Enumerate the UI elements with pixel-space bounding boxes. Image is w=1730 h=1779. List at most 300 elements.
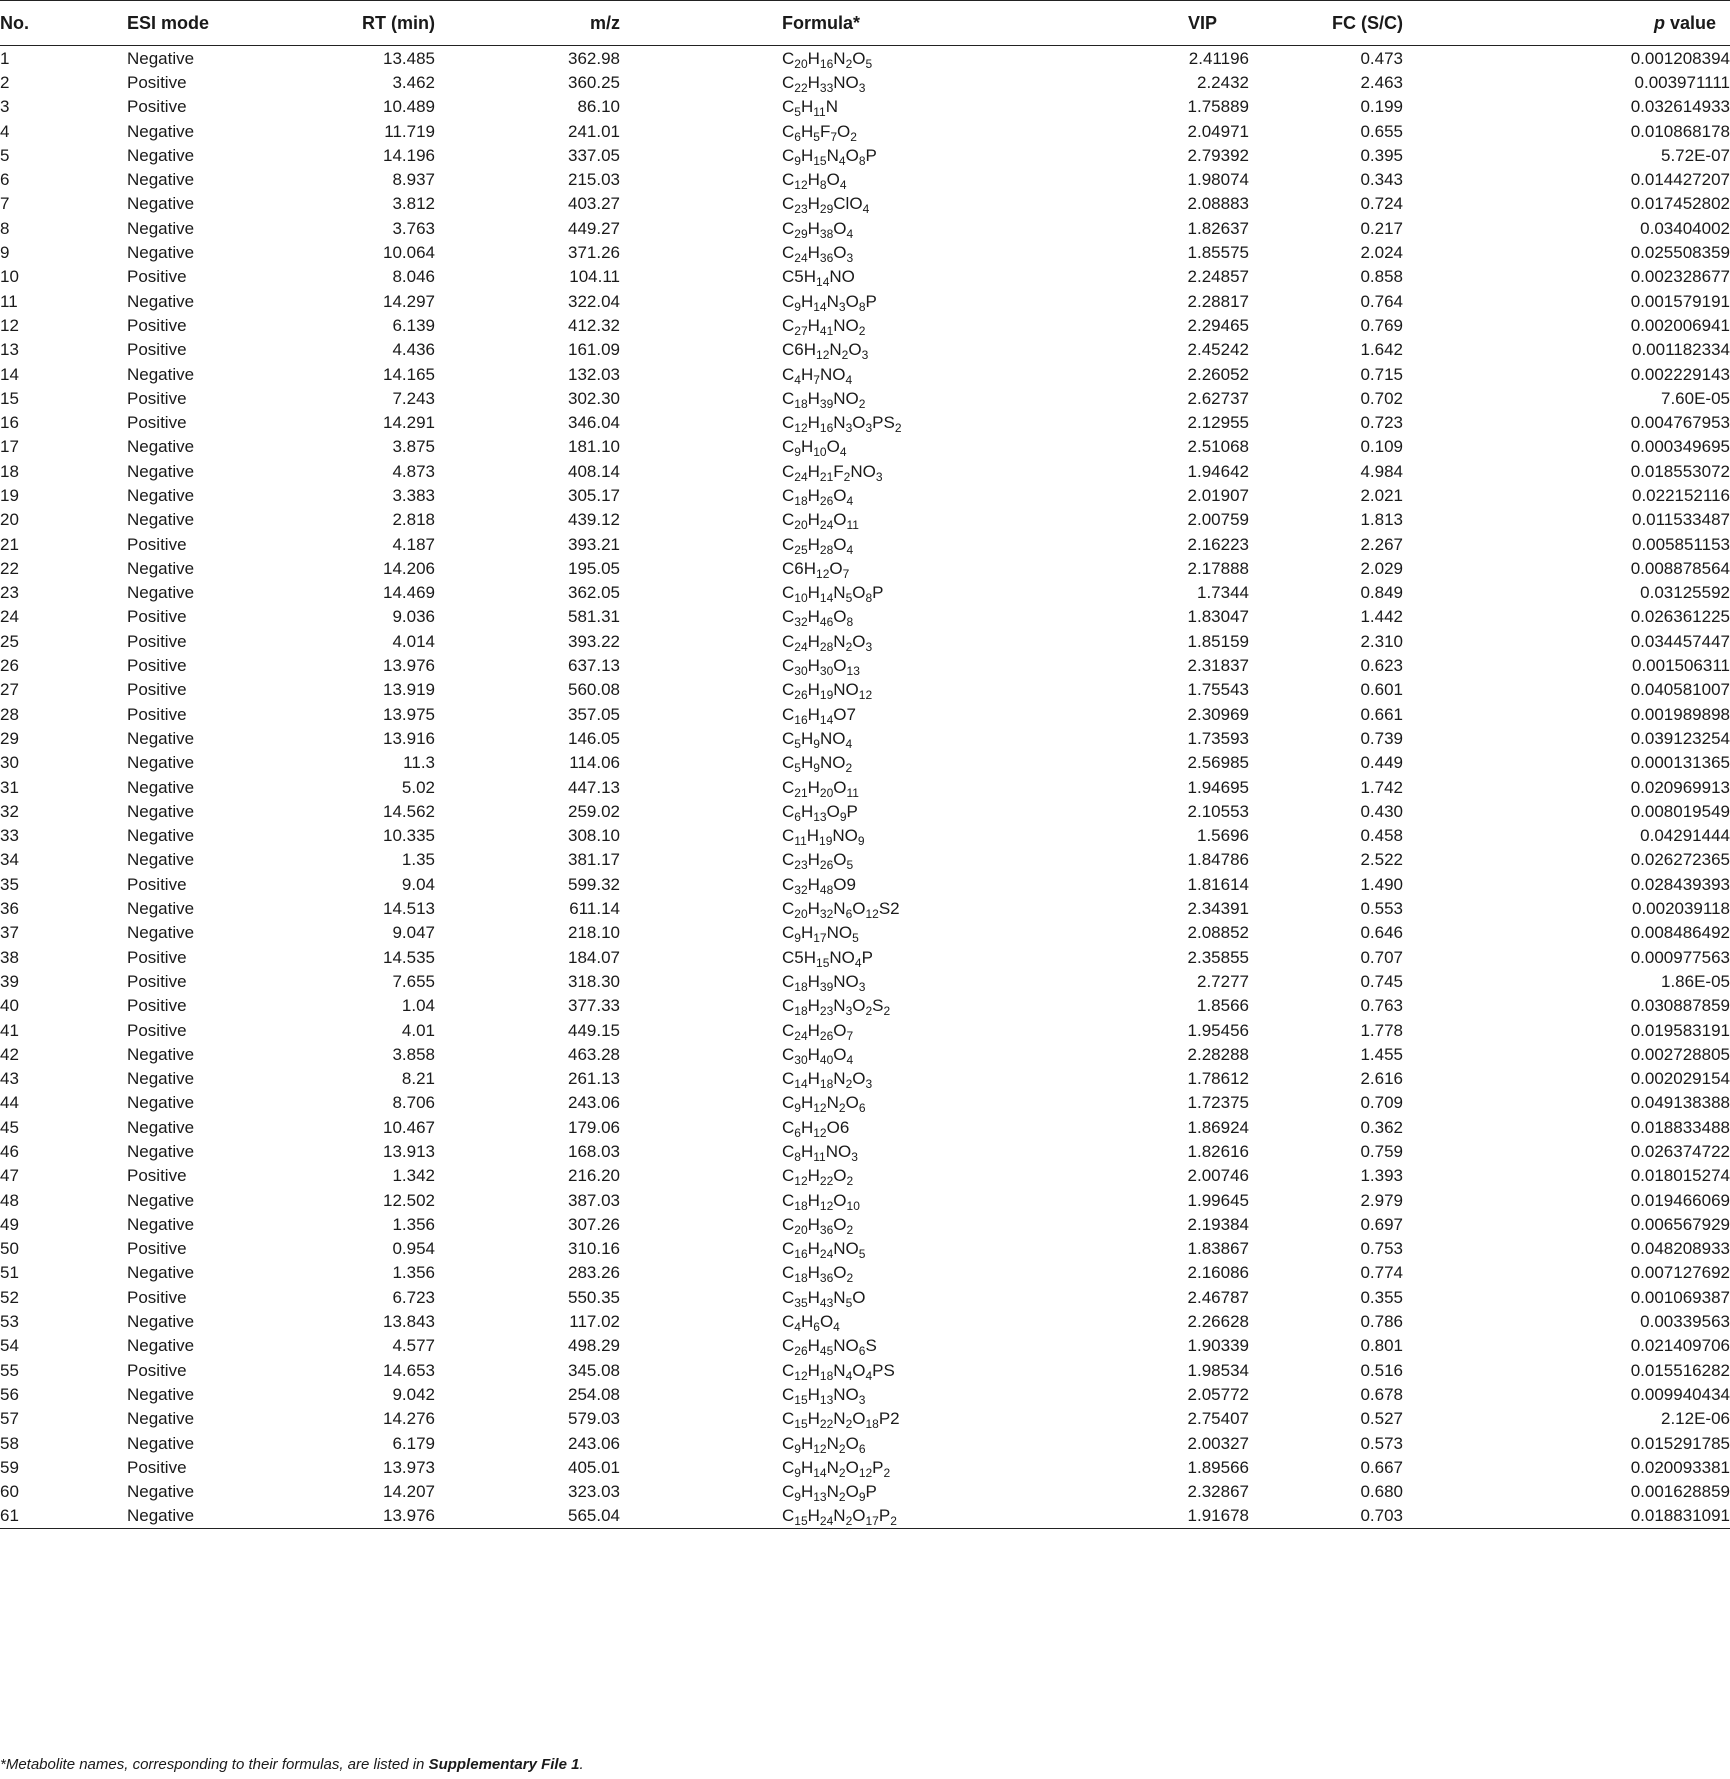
row-no: 6 bbox=[0, 170, 10, 190]
row-esi-mode: Positive bbox=[127, 607, 187, 627]
table-row bbox=[0, 653, 1730, 677]
row-formula: $C_{12}H_{22}O_2$ bbox=[782, 1166, 854, 1189]
row-esi-mode: Positive bbox=[127, 656, 187, 676]
row-vip: 2.56985 bbox=[1187, 753, 1249, 773]
row-rt: 14.291 bbox=[383, 413, 435, 433]
row-rt: 11.3 bbox=[403, 753, 435, 773]
row-rt: 14.297 bbox=[383, 291, 435, 311]
row-mz: 611.14 bbox=[569, 899, 620, 919]
row-p-value: 0.002029154 bbox=[1630, 1069, 1730, 1089]
table-row bbox=[0, 896, 1730, 920]
row-esi-mode: Negative bbox=[127, 777, 195, 797]
row-rt: 5.02 bbox=[401, 777, 435, 797]
row-no: 16 bbox=[0, 413, 19, 433]
row-formula: $C_{26}H_{19}NO_{12}$ bbox=[782, 680, 873, 703]
header-esi-mode: ESI mode bbox=[127, 1, 287, 46]
row-mz: 405.01 bbox=[568, 1457, 620, 1477]
row-no: 50 bbox=[0, 1239, 19, 1259]
row-vip: 2.04971 bbox=[1187, 121, 1249, 141]
row-rt: 10.467 bbox=[383, 1117, 435, 1137]
row-rt: 12.502 bbox=[383, 1190, 435, 1210]
row-esi-mode: Negative bbox=[127, 437, 195, 457]
table-row bbox=[0, 1334, 1730, 1358]
row-mz: 168.03 bbox=[568, 1142, 620, 1161]
table-row bbox=[0, 435, 1730, 459]
row-fc: 0.109 bbox=[1360, 437, 1403, 457]
row-vip: 2.75407 bbox=[1187, 1409, 1249, 1429]
row-fc: 0.343 bbox=[1360, 170, 1403, 190]
row-formula: $C5H_{15}NO_4P$ bbox=[782, 947, 873, 970]
table-row bbox=[0, 95, 1730, 119]
row-p-value: 0.026272365 bbox=[1630, 850, 1730, 870]
row-p-value: 0.004767953 bbox=[1630, 413, 1730, 433]
row-fc: 0.678 bbox=[1360, 1384, 1403, 1404]
row-esi-mode: Positive bbox=[127, 971, 187, 991]
row-esi-mode: Negative bbox=[127, 753, 195, 773]
row-formula: $C_{24}H_{28}N_2O_3$ bbox=[782, 631, 873, 654]
row-vip: 2.28288 bbox=[1187, 1044, 1249, 1064]
row-rt: 10.489 bbox=[383, 97, 435, 117]
row-rt: 6.139 bbox=[392, 315, 435, 335]
row-p-value: 0.019466069 bbox=[1630, 1190, 1730, 1210]
row-formula: $C_{21}H_{20}O_{11}$ bbox=[782, 777, 859, 800]
row-no: 19 bbox=[0, 485, 19, 505]
row-vip: 1.85159 bbox=[1187, 631, 1249, 651]
row-p-value: 0.018553072 bbox=[1630, 461, 1730, 481]
row-p-value: 0.026361225 bbox=[1630, 607, 1730, 627]
row-vip: 1.82616 bbox=[1187, 1142, 1249, 1161]
header-no: No. bbox=[0, 1, 127, 46]
row-rt: 4.014 bbox=[392, 631, 435, 651]
row-no: 47 bbox=[0, 1166, 19, 1186]
table-row bbox=[0, 969, 1730, 993]
row-fc: 0.745 bbox=[1360, 971, 1403, 991]
row-no: 45 bbox=[0, 1117, 19, 1137]
table-row bbox=[0, 1480, 1730, 1504]
row-mz: 371.26 bbox=[568, 243, 620, 263]
row-fc: 2.024 bbox=[1360, 243, 1403, 263]
row-rt: 13.973 bbox=[383, 1457, 435, 1477]
header-formula: Formula* bbox=[656, 1, 1047, 46]
row-fc: 0.667 bbox=[1360, 1457, 1403, 1477]
row-formula: $C_6H_{12}O6$ bbox=[782, 1117, 850, 1140]
row-esi-mode: Negative bbox=[127, 728, 195, 748]
row-no: 28 bbox=[0, 704, 19, 724]
row-mz: 181.10 bbox=[568, 437, 620, 457]
row-fc: 0.655 bbox=[1360, 121, 1403, 141]
row-fc: 0.759 bbox=[1360, 1142, 1403, 1161]
row-formula: $C_9H_{10}O_4$ bbox=[782, 437, 847, 460]
row-no: 55 bbox=[0, 1360, 19, 1380]
row-mz: 337.05 bbox=[568, 145, 620, 165]
row-fc: 2.021 bbox=[1360, 485, 1403, 505]
row-rt: 8.21 bbox=[401, 1069, 435, 1089]
row-mz: 146.05 bbox=[568, 728, 620, 748]
row-p-value: 0.018015274 bbox=[1630, 1166, 1730, 1186]
row-p-value: 0.001182334 bbox=[1631, 340, 1730, 360]
row-rt: 3.763 bbox=[392, 218, 435, 238]
row-p-value: 0.002328677 bbox=[1630, 267, 1730, 287]
row-no: 9 bbox=[0, 243, 10, 263]
row-esi-mode: Positive bbox=[127, 996, 187, 1016]
row-fc: 0.573 bbox=[1360, 1433, 1403, 1453]
table-row bbox=[0, 848, 1730, 872]
table-row bbox=[0, 994, 1730, 1018]
row-p-value: 0.005851153 bbox=[1631, 534, 1730, 554]
row-no: 15 bbox=[0, 388, 19, 408]
row-no: 53 bbox=[0, 1312, 19, 1332]
table-row bbox=[0, 508, 1730, 532]
row-rt: 9.04 bbox=[401, 874, 435, 894]
row-rt: 3.462 bbox=[392, 72, 435, 92]
row-mz: 381.17 bbox=[568, 850, 620, 870]
row-vip: 2.51068 bbox=[1187, 437, 1249, 457]
row-formula: $C_{24}H_{36}O_3$ bbox=[782, 243, 854, 266]
row-rt: 13.916 bbox=[383, 728, 435, 748]
row-mz: 565.04 bbox=[453, 1504, 656, 1529]
row-p-value: 0.028439393 bbox=[1630, 874, 1730, 894]
row-vip: 2.34391 bbox=[1187, 899, 1249, 919]
row-p-value: 0.002039118 bbox=[1631, 899, 1730, 919]
table-row bbox=[0, 678, 1730, 702]
row-formula: $C5H_{14}NO$ bbox=[782, 267, 855, 290]
table-row bbox=[0, 1018, 1730, 1042]
row-mz: 346.04 bbox=[568, 413, 620, 433]
row-vip: 1.73593 bbox=[1187, 728, 1249, 748]
row-vip: 2.30969 bbox=[1187, 704, 1249, 724]
row-rt: 10.335 bbox=[383, 826, 435, 846]
row-p-value: 0.034457447 bbox=[1630, 631, 1730, 651]
row-esi-mode: Negative bbox=[127, 461, 195, 481]
row-mz: 241.01 bbox=[568, 121, 620, 141]
row-p-value: 0.017452802 bbox=[1630, 194, 1730, 214]
row-vip: 2.26628 bbox=[1187, 1312, 1249, 1332]
row-formula: $C_{16}H_{14}O7$ bbox=[782, 704, 856, 727]
row-rt: 14.206 bbox=[383, 558, 435, 578]
row-vip: 2.24857 bbox=[1187, 267, 1249, 287]
row-formula: $C_9H_{14}N_3O_8P$ bbox=[782, 291, 877, 314]
row-esi-mode: Positive bbox=[127, 1360, 187, 1380]
row-vip: 1.84786 bbox=[1187, 850, 1249, 870]
row-fc: 0.217 bbox=[1360, 218, 1403, 238]
row-vip: 2.17888 bbox=[1187, 558, 1249, 578]
row-rt: 1.356 bbox=[392, 1263, 435, 1283]
row-no: 54 bbox=[0, 1336, 19, 1356]
table-footnote bbox=[0, 1756, 584, 1773]
row-formula: $C_{24}H_{26}O_7$ bbox=[782, 1020, 854, 1043]
row-esi-mode: Positive bbox=[127, 1457, 187, 1477]
table-row bbox=[0, 1431, 1730, 1455]
table-row bbox=[0, 240, 1730, 264]
row-fc: 0.739 bbox=[1360, 728, 1403, 748]
row-formula: $C_{18}H_{39}NO_2$ bbox=[782, 388, 866, 411]
row-p-value: 0.030887859 bbox=[1630, 996, 1730, 1016]
row-rt: 14.469 bbox=[383, 583, 435, 603]
row-no: 22 bbox=[0, 558, 19, 578]
row-no: 4 bbox=[0, 121, 10, 141]
row-esi-mode: Negative bbox=[127, 510, 195, 530]
row-esi-mode: Negative bbox=[127, 826, 195, 846]
row-no: 57 bbox=[0, 1409, 19, 1429]
row-rt: 1.35 bbox=[401, 850, 435, 870]
row-formula: $C_9H_{14}N_2O_{12}P_2$ bbox=[782, 1457, 891, 1480]
table-row bbox=[0, 1115, 1730, 1139]
row-formula: $C_{30}H_{40}O_4$ bbox=[782, 1044, 854, 1067]
table-row bbox=[0, 605, 1730, 629]
row-mz: 637.13 bbox=[568, 656, 620, 676]
table-row bbox=[0, 532, 1730, 556]
table-row bbox=[0, 945, 1730, 969]
row-rt: 7.655 bbox=[392, 971, 435, 991]
row-formula: $C_{20}H_{32}N_6O_{12}S2$ bbox=[782, 899, 900, 922]
row-vip: 2.35855 bbox=[1187, 947, 1249, 967]
row-vip: 2.41196 bbox=[1188, 48, 1249, 68]
row-esi-mode: Negative bbox=[127, 850, 195, 870]
row-no: 56 bbox=[0, 1384, 19, 1404]
row-no: 34 bbox=[0, 850, 19, 870]
row-formula: $C_5H_9NO_4$ bbox=[782, 728, 853, 751]
header-p-value-label: value bbox=[1669, 12, 1716, 33]
row-rt: 14.165 bbox=[383, 364, 435, 384]
table-row bbox=[0, 1188, 1730, 1212]
row-vip: 1.99645 bbox=[1187, 1190, 1249, 1210]
row-fc: 0.430 bbox=[1360, 801, 1403, 821]
row-formula: $C_{18}H_{26}O_4$ bbox=[782, 485, 854, 508]
row-rt: 9.042 bbox=[392, 1384, 435, 1404]
row-fc: 1.442 bbox=[1360, 607, 1403, 627]
row-formula: $C_{29}H_{38}O_4$ bbox=[782, 218, 854, 241]
table-row bbox=[0, 1309, 1730, 1333]
row-formula: $C_{23}H_{26}O_5$ bbox=[782, 850, 854, 873]
header-vip: VIP bbox=[1047, 1, 1263, 46]
row-vip: 2.00327 bbox=[1187, 1433, 1249, 1453]
table-row bbox=[0, 192, 1730, 216]
row-fc: 4.984 bbox=[1360, 461, 1403, 481]
table-row bbox=[0, 143, 1730, 167]
row-fc: 0.449 bbox=[1360, 753, 1403, 773]
row-formula: $C_{10}H_{14}N_5O_8P$ bbox=[782, 583, 884, 606]
row-no: 25 bbox=[0, 631, 19, 651]
table-row bbox=[0, 1042, 1730, 1066]
row-fc: 0.661 bbox=[1360, 704, 1403, 724]
table-row bbox=[0, 362, 1730, 386]
row-no: 3 bbox=[0, 97, 10, 117]
row-rt: 14.207 bbox=[383, 1482, 435, 1502]
table-row bbox=[0, 119, 1730, 143]
row-mz: 403.27 bbox=[568, 194, 620, 214]
row-mz: 449.15 bbox=[568, 1020, 620, 1040]
row-vip: 1.89566 bbox=[1187, 1457, 1249, 1477]
row-vip: 2.08883 bbox=[1187, 194, 1249, 214]
table-body bbox=[0, 46, 1730, 1529]
row-esi-mode: Negative bbox=[127, 1504, 287, 1529]
row-p-value: 0.015291785 bbox=[1630, 1433, 1730, 1453]
table-row bbox=[0, 775, 1730, 799]
row-rt: 8.706 bbox=[392, 1093, 435, 1113]
row-p-value: 0.021409706 bbox=[1630, 1336, 1730, 1356]
header-row bbox=[0, 1, 1730, 46]
row-vip: 2.79392 bbox=[1187, 145, 1249, 165]
table-row bbox=[0, 799, 1730, 823]
row-vip: 1.78612 bbox=[1187, 1069, 1249, 1089]
row-esi-mode: Positive bbox=[127, 1166, 187, 1186]
table-row bbox=[0, 46, 1730, 71]
row-mz: 307.26 bbox=[568, 1214, 620, 1234]
row-esi-mode: Negative bbox=[127, 1409, 195, 1429]
table-row bbox=[0, 289, 1730, 313]
row-no: 51 bbox=[0, 1263, 19, 1283]
row-rt: 9.047 bbox=[392, 923, 435, 943]
row-fc: 0.764 bbox=[1360, 291, 1403, 311]
row-esi-mode: Negative bbox=[127, 218, 195, 238]
table-row bbox=[0, 1261, 1730, 1285]
row-mz: 581.31 bbox=[568, 607, 620, 627]
row-mz: 599.32 bbox=[568, 874, 620, 894]
row-esi-mode: Positive bbox=[127, 534, 187, 554]
row-esi-mode: Positive bbox=[127, 1239, 187, 1259]
row-mz: 86.10 bbox=[577, 97, 620, 117]
row-p-value: 0.008019549 bbox=[1630, 801, 1730, 821]
row-p-value: 7.60E-05 bbox=[1661, 388, 1730, 408]
row-fc: 1.742 bbox=[1360, 777, 1403, 797]
row-mz: 215.03 bbox=[568, 170, 620, 190]
table-row bbox=[0, 1358, 1730, 1382]
row-esi-mode: Positive bbox=[127, 947, 187, 967]
table-row bbox=[0, 872, 1730, 896]
row-no: 40 bbox=[0, 996, 19, 1016]
row-rt: 14.653 bbox=[383, 1360, 435, 1380]
row-p-value: 0.001628859 bbox=[1630, 1482, 1730, 1502]
row-fc: 1.455 bbox=[1360, 1044, 1403, 1064]
row-no: 8 bbox=[0, 218, 10, 238]
row-vip: 1.82637 bbox=[1187, 218, 1249, 238]
row-fc: 2.979 bbox=[1360, 1190, 1403, 1210]
row-rt: 13.843 bbox=[383, 1312, 435, 1332]
row-p-value: 0.002728805 bbox=[1630, 1044, 1730, 1064]
row-mz: 243.06 bbox=[568, 1433, 620, 1453]
row-rt: 1.356 bbox=[392, 1214, 435, 1234]
row-mz: 318.30 bbox=[568, 971, 620, 991]
table-row bbox=[0, 338, 1730, 362]
table-row bbox=[0, 581, 1730, 605]
row-no: 31 bbox=[0, 777, 19, 797]
row-vip: 1.95456 bbox=[1187, 1020, 1249, 1040]
row-formula: $C_4H_6O_4$ bbox=[782, 1312, 840, 1335]
row-esi-mode: Positive bbox=[127, 413, 187, 433]
row-no: 29 bbox=[0, 728, 19, 748]
row-no: 60 bbox=[0, 1482, 19, 1502]
row-no: 37 bbox=[0, 923, 19, 943]
row-rt: 11.719 bbox=[384, 121, 435, 141]
row-vip: 1.98534 bbox=[1187, 1360, 1249, 1380]
row-formula: $C_{15}H_{22}N_2O_{18}P2$ bbox=[782, 1409, 900, 1432]
row-rt: 14.196 bbox=[383, 145, 435, 165]
table-row bbox=[0, 386, 1730, 410]
row-no: 24 bbox=[0, 607, 19, 627]
row-fc: 0.601 bbox=[1360, 680, 1403, 700]
row-mz: 243.06 bbox=[568, 1093, 620, 1113]
row-p-value: 0.015516282 bbox=[1630, 1360, 1730, 1380]
row-p-value: 0.040581007 bbox=[1630, 680, 1730, 700]
row-esi-mode: Negative bbox=[127, 1312, 195, 1332]
row-vip: 1.5696 bbox=[1197, 826, 1249, 846]
row-fc: 1.642 bbox=[1360, 340, 1403, 360]
row-formula: $C6H_{12}O_7$ bbox=[782, 558, 850, 581]
row-mz: 550.35 bbox=[568, 1287, 620, 1307]
row-p-value: 1.86E-05 bbox=[1661, 971, 1730, 991]
row-formula: $C_{24}H_{21}F_2NO_3$ bbox=[782, 461, 883, 484]
footnote-supplementary-file: Supplementary File 1 bbox=[428, 1756, 580, 1773]
row-vip: 2.45242 bbox=[1187, 340, 1249, 360]
row-mz: 579.03 bbox=[568, 1409, 620, 1429]
row-vip: 2.08852 bbox=[1187, 923, 1249, 943]
row-vip: 2.12955 bbox=[1187, 413, 1249, 433]
row-mz: 114.06 bbox=[569, 753, 620, 773]
row-formula: $C_{12}H_{18}N_4O_4PS$ bbox=[782, 1360, 895, 1383]
row-esi-mode: Positive bbox=[127, 72, 187, 92]
row-mz: 261.13 bbox=[568, 1069, 620, 1089]
row-formula: $C_{18}H_{36}O_2$ bbox=[782, 1263, 854, 1286]
row-esi-mode: Negative bbox=[127, 1190, 195, 1210]
row-no: 10 bbox=[0, 267, 19, 287]
row-esi-mode: Positive bbox=[127, 315, 187, 335]
row-p-value: 0.001579191 bbox=[1630, 291, 1730, 311]
row-fc: 0.458 bbox=[1360, 826, 1403, 846]
row-fc: 0.786 bbox=[1360, 1312, 1403, 1332]
row-fc: 0.623 bbox=[1360, 656, 1403, 676]
row-no: 5 bbox=[0, 145, 10, 165]
row-p-value: 0.032614933 bbox=[1630, 97, 1730, 117]
row-p-value: 0.018833488 bbox=[1630, 1117, 1730, 1137]
footnote-prefix: *Metabolite names, corresponding to their formulas, are listed in bbox=[0, 1756, 429, 1773]
row-fc: 0.774 bbox=[1360, 1263, 1403, 1283]
row-rt: 3.812 bbox=[392, 194, 435, 214]
row-rt: 13.976 bbox=[287, 1504, 453, 1529]
row-mz: 408.14 bbox=[568, 461, 620, 481]
row-no: 2 bbox=[0, 72, 10, 92]
row-esi-mode: Negative bbox=[127, 1069, 195, 1089]
row-p-value: 0.048208933 bbox=[1630, 1239, 1730, 1259]
row-formula: $C_{27}H_{41}NO_2$ bbox=[782, 315, 866, 338]
row-p-value: 0.011533487 bbox=[1631, 510, 1730, 530]
table-row bbox=[0, 483, 1730, 507]
row-mz: 387.03 bbox=[568, 1190, 620, 1210]
row-vip: 2.31837 bbox=[1187, 656, 1249, 676]
row-rt: 4.436 bbox=[392, 340, 435, 360]
row-formula: $C_5H_{11}N$ bbox=[782, 97, 838, 120]
row-fc: 0.362 bbox=[1360, 1117, 1403, 1137]
row-fc: 1.778 bbox=[1360, 1020, 1403, 1040]
row-mz: 104.11 bbox=[569, 267, 620, 287]
row-esi-mode: Positive bbox=[127, 340, 187, 360]
row-vip: 1.8566 bbox=[1197, 996, 1249, 1016]
row-fc: 1.813 bbox=[1360, 510, 1403, 530]
row-formula: $C_{35}H_{43}N_5O$ bbox=[782, 1287, 866, 1310]
row-vip: 2.16086 bbox=[1187, 1263, 1249, 1283]
row-no: 17 bbox=[0, 437, 19, 457]
row-esi-mode: Negative bbox=[127, 583, 195, 603]
row-p-value: 0.006567929 bbox=[1630, 1214, 1730, 1234]
row-mz: 393.22 bbox=[568, 631, 620, 651]
row-p-value: 0.03404002 bbox=[1640, 218, 1730, 238]
row-mz: 377.33 bbox=[568, 996, 620, 1016]
table-row bbox=[0, 726, 1730, 750]
table-row bbox=[0, 70, 1730, 94]
row-no: 32 bbox=[0, 801, 19, 821]
row-esi-mode: Negative bbox=[127, 170, 195, 190]
row-formula: $C_{20}H_{24}O_{11}$ bbox=[782, 510, 859, 533]
table-row bbox=[0, 921, 1730, 945]
